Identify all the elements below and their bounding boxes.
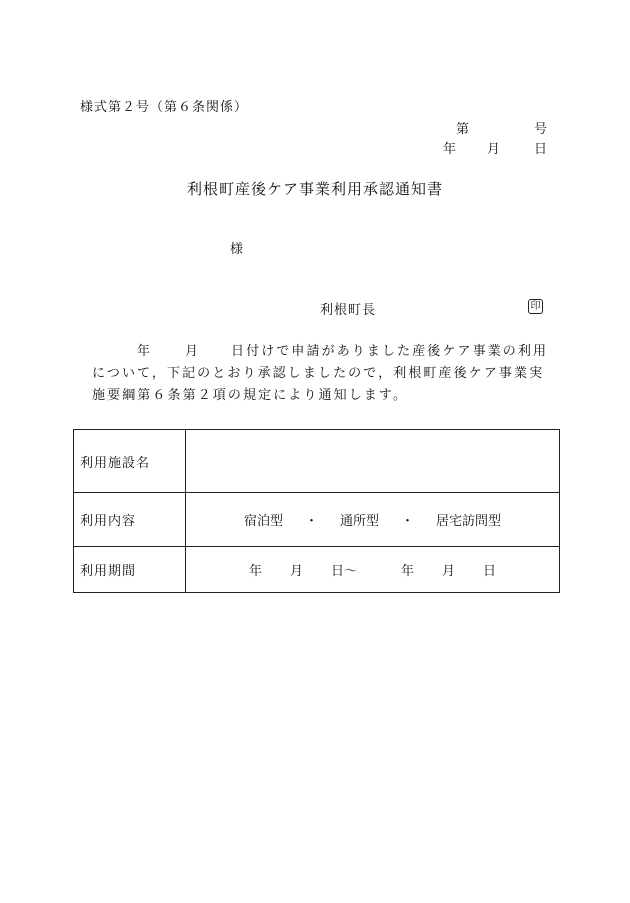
period-start-month: 月 — [289, 564, 303, 579]
recipient-honorific: 様 — [230, 242, 244, 257]
period-start-day: 日～ — [330, 564, 357, 579]
facility-name-value — [186, 430, 560, 493]
option-daycare: 通所型 — [339, 514, 379, 529]
period-end-year: 年 — [401, 564, 415, 579]
usage-content-label: 利用内容 — [74, 493, 186, 547]
body-text-line1: 日付けで申請がありました産後ケア事業の利用 — [231, 344, 549, 359]
period-end-month: 月 — [442, 564, 456, 579]
usage-content-options — [186, 493, 560, 547]
table-row-content — [74, 493, 560, 547]
issuer-name: 利根町長 — [320, 303, 377, 318]
body-text-line2: について，下記のとおり承認しましたので，利根町産後ケア事業実 — [92, 366, 545, 381]
option-separator: ・ — [304, 514, 318, 529]
table-row-period — [74, 547, 560, 593]
usage-info-table — [73, 429, 560, 593]
form-number-label: 様式第２号（第６条関係） — [80, 100, 249, 115]
document-number-prefix: 第 — [456, 122, 470, 137]
period-start-year: 年 — [248, 564, 262, 579]
option-home-visit: 居宅訪問型 — [436, 514, 502, 529]
period-end-day: 日 — [483, 564, 497, 579]
date-year-label: 年 — [443, 142, 457, 157]
body-text-line3: 施要綱第６条第２項の規定により通知します。 — [92, 388, 409, 403]
usage-period-value — [186, 547, 560, 593]
usage-period-label: 利用期間 — [74, 547, 186, 593]
body-month: 月 — [185, 344, 201, 359]
date-month-label: 月 — [487, 142, 501, 157]
seal-mark: 印 — [528, 299, 543, 314]
date-day-label: 日 — [534, 142, 548, 157]
option-overnight: 宿泊型 — [243, 514, 283, 529]
option-separator: ・ — [401, 514, 415, 529]
body-year: 年 — [137, 344, 153, 359]
facility-name-label: 利用施設名 — [74, 430, 186, 493]
document-number-suffix: 号 — [534, 122, 548, 137]
table-row-facility — [74, 430, 560, 493]
document-title: 利根町産後ケア事業利用承認通知書 — [186, 180, 443, 198]
